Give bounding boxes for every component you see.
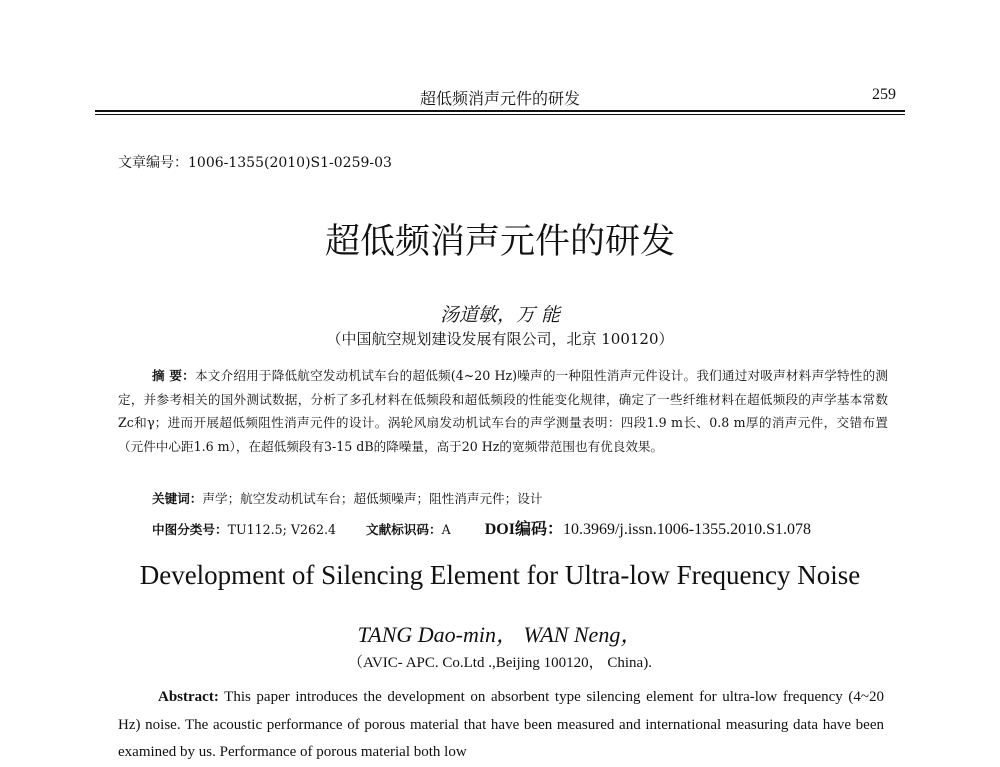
abstract-en-label: Abstract: (158, 689, 219, 705)
abstract-cn (118, 364, 888, 458)
running-header-title: 超低频消声元件的研发 (420, 89, 581, 108)
abstract-en (118, 684, 884, 767)
header-rule-thin (95, 114, 905, 115)
keywords (152, 488, 542, 507)
abstract-cn-label: 摘 要： (152, 368, 195, 383)
paper-title-cn: 超低频消声元件的研发 (324, 222, 675, 262)
doc-code-label: 文献标识码： (366, 522, 442, 537)
paper-title-en: Development of Silencing Element for Ultra-low Frequency Noise (139, 560, 861, 590)
authors-en: TANG Dao-min， WAN Neng， (357, 622, 643, 647)
clc-value: TU112.5; V262.4 (227, 522, 337, 537)
header-rule-thick (95, 110, 905, 112)
page-number: 259 (872, 86, 896, 103)
clc-label: 中图分类号： (152, 522, 228, 537)
abstract-cn-text: 本文介绍用于降低航空发动机试车台的超低频(4~20 Hz)噪声的一种阻性消声元件设计。我们通过对吸声材料声学特性的测定，并参考相关的国外测试数据，分析了多孔材料在低频段和超低频段的性能变化规律，确定了一些纤维材料在超低频段的声学基本常数Zc和γ；进而开展超低频阻性消声元件的设计。涡轮风扇发动机试车台的声学测量表明：四段1.9 m长、0.8 m厚的消声元件，交错布置（元件中心距1.6 m），在超低频段有3-15 dB的降噪量，高于20 Hz的宽频带范围也有优良效果。 (118, 368, 888, 454)
authors-cn: 汤道敏，万 能 (439, 304, 561, 326)
doi-value: 10.3969/j.issn.1006-1355.2010.S1.078 (562, 521, 811, 538)
affiliation-cn: （中国航空规划建设发展有限公司，北京 100120） (326, 330, 674, 348)
doc-code-value: A (441, 522, 451, 537)
article-number: 文章编号：1006-1355(2010)S1-0259-03 (118, 155, 392, 171)
affiliation-en: （AVIC- APC. Co.Ltd .,Beijing 100120， China). (348, 655, 652, 671)
doi-label: DOI编码： (484, 521, 563, 538)
classification-row (152, 516, 811, 539)
keywords-text: 声学；航空发动机试车台；超低频噪声；阻性消声元件；设计 (202, 491, 543, 506)
keywords-label: 关键词： (152, 491, 203, 506)
abstract-en-text: This paper introduces the development on absorbent type silencing element for ultra-low frequency (4~20 Hz) noise. The acoustic performance of porous material that have been measured and international measuring data have been examined by us. Performance of porous material both low (118, 689, 884, 760)
